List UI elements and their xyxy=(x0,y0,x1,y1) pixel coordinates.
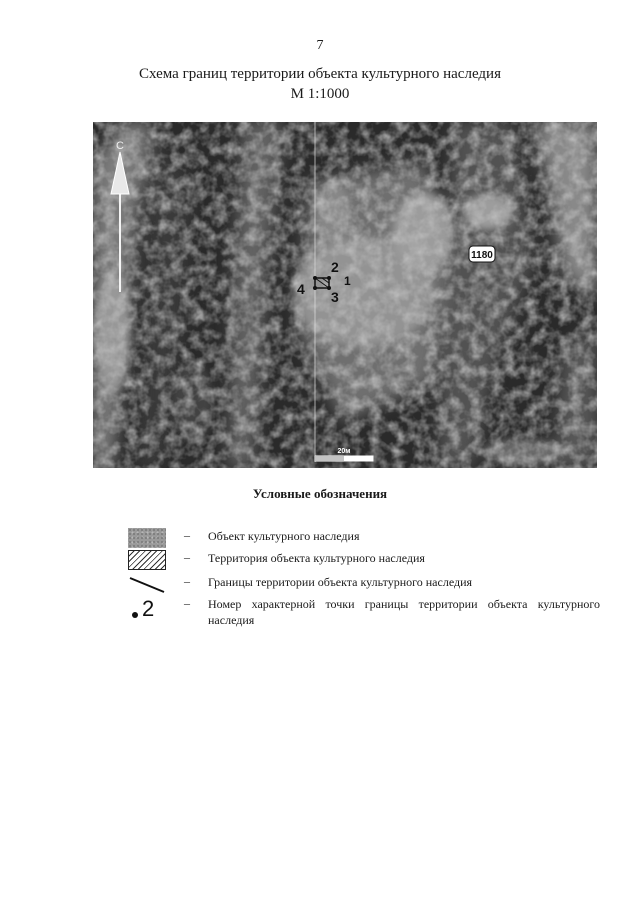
legend-text: Объект культурного наследия xyxy=(208,529,360,543)
page-number: 7 xyxy=(316,38,324,53)
boundary-line-icon xyxy=(128,574,168,596)
legend-dash: – xyxy=(184,528,190,542)
legend-dash: – xyxy=(184,596,190,610)
legend-dash: – xyxy=(184,574,190,588)
scale-line: М 1:1000 xyxy=(290,86,350,102)
legend-text: Территория объекта культурного наследия xyxy=(208,551,425,565)
point-label-3: 3 xyxy=(331,289,339,305)
object-fill-icon xyxy=(128,528,166,548)
legend-text: Номер характерной точки границы территории объекта культурного наследия xyxy=(208,597,600,627)
building-label: 1180 xyxy=(471,250,493,261)
scale-bar xyxy=(315,456,373,461)
point-label-2: 2 xyxy=(331,259,339,275)
north-label: С xyxy=(116,140,124,152)
legend-text: Границы территории объекта культурного наследия xyxy=(208,575,473,589)
building-label-box xyxy=(469,246,495,262)
point-label-4: 4 xyxy=(297,281,305,297)
title-line-1: Схема границ территории объекта культурного наследия xyxy=(139,66,501,82)
aerial-map-image xyxy=(93,122,597,468)
legend-dash: – xyxy=(184,550,190,564)
point-label-1: 1 xyxy=(344,274,351,288)
scale-label: 20м xyxy=(337,448,351,455)
object-boundary xyxy=(313,276,331,290)
hatch-icon xyxy=(128,550,166,570)
point-number-symbol: 2 xyxy=(142,596,155,621)
legend-title: Условные обозначения xyxy=(252,486,388,501)
document-title xyxy=(0,64,640,104)
aerial-map xyxy=(93,122,597,468)
